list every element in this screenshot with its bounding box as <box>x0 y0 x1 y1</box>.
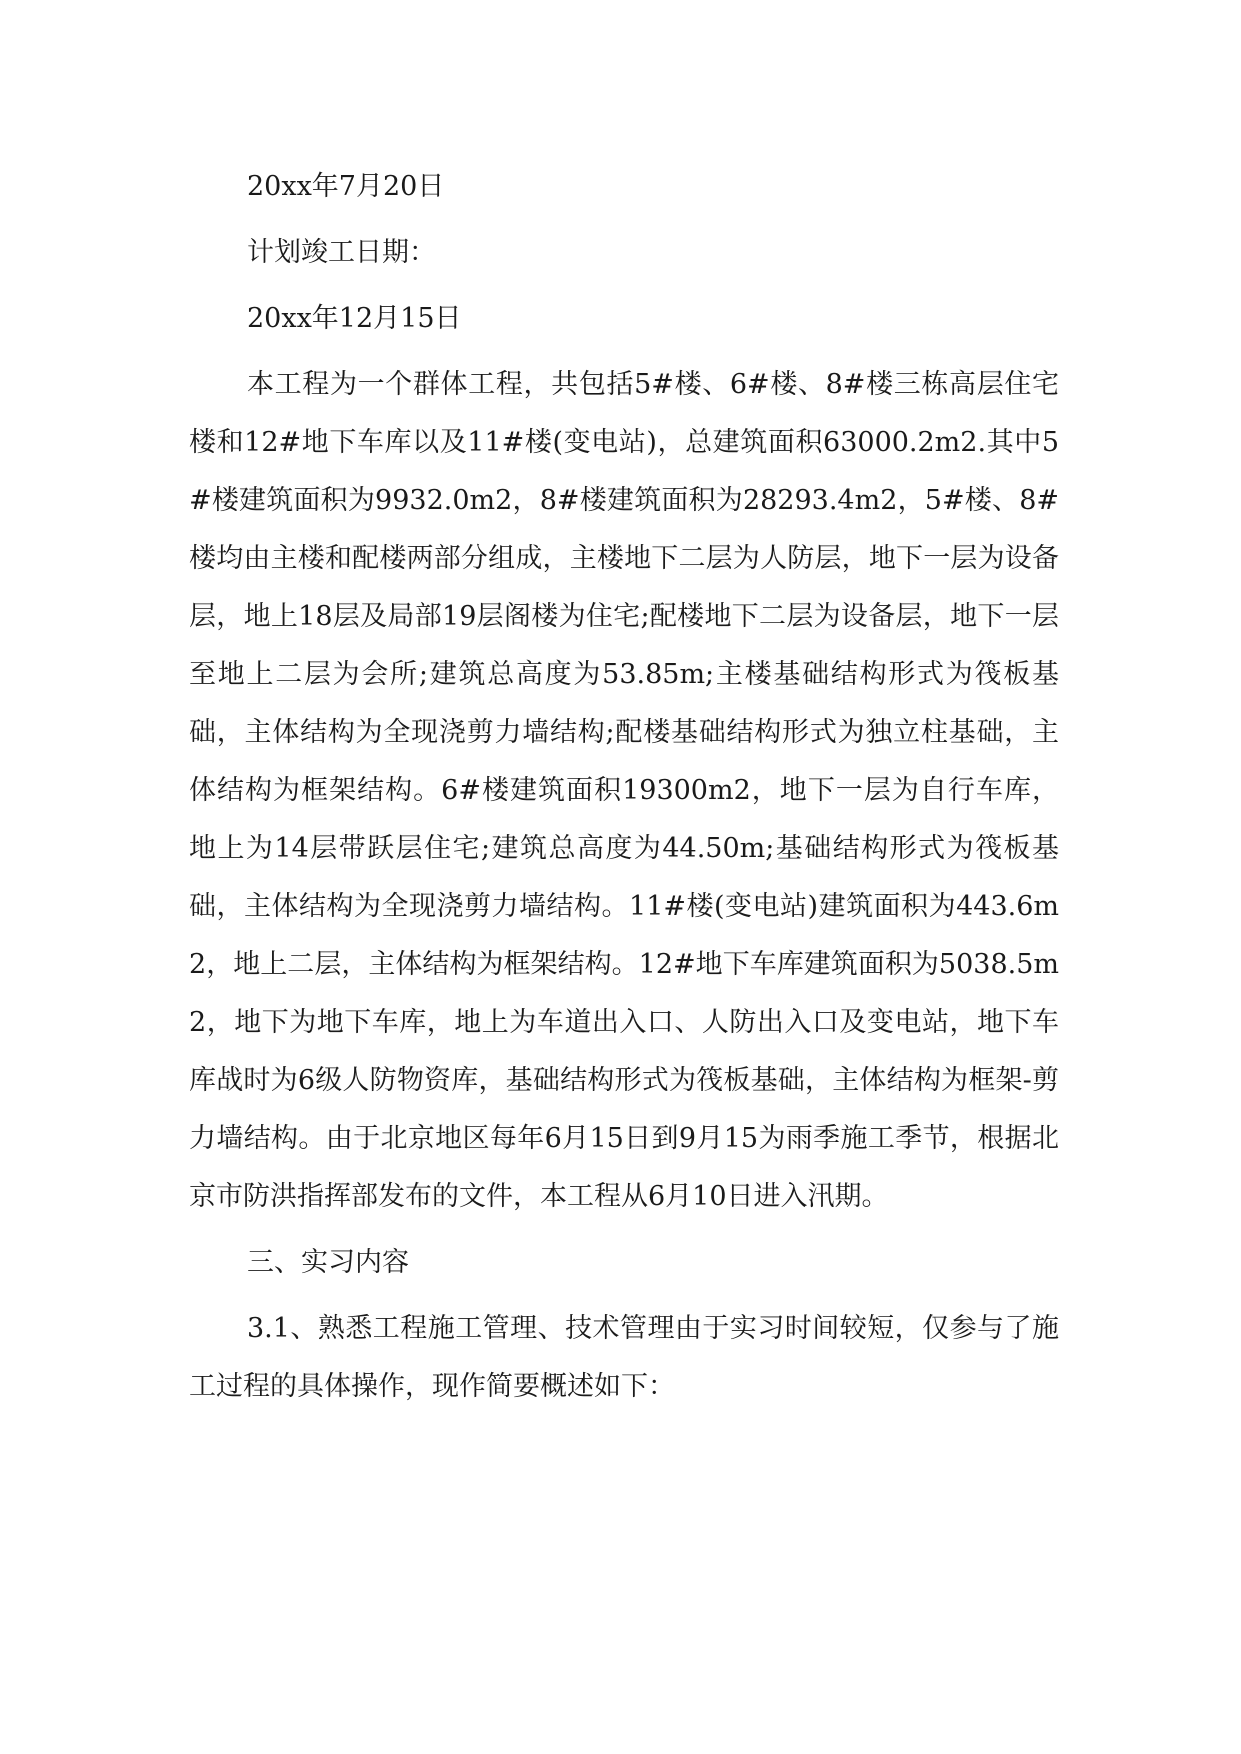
project-overview-paragraph: 本工程为一个群体工程，共包括5#楼、6#楼、8#楼三栋高层住宅楼和12#地下车库以及11#楼(变电站)，总建筑面积63000.2m2.其中5#楼建筑面积为9932.0m2，8#楼建筑面积为28293.4m2，5#楼、8#楼均由主楼和配楼两部分组成，主楼地下二层为人防层，地下一层为设备层，地上18层及局部19层阁楼为住宅;配楼地下二层为设备层，地下一层至地上二层为会所;建筑总高度为53.85m;主楼基础结构形式为筏板基础，主体结构为全现浇剪力墙结构;配楼基础结构形式为独立柱基础，主体结构为框架结构。6#楼建筑面积19300m2，地下一层为自行车库，地上为14层带跃层住宅;建筑总高度为44.50m;基础结构形式为筏板基础，主体结构为全现浇剪力墙结构。11#楼(变电站)建筑面积为443.6m2，地上二层，主体结构为框架结构。12#地下车库建筑面积为5038.5m2，地下为地下车库，地上为车道出入口、人防出入口及变电站，地下车库战时为6级人防物资库，基础结构形式为筏板基础，主体结构为框架-剪力墙结构。由于北京地区每年6月15日到9月15为雨季施工季节，根据北京市防洪指挥部发布的文件，本工程从6月10日进入汛期。 <box>189 369 1059 1212</box>
section-heading: 三、实习内容 <box>247 1247 409 1278</box>
completion-date: 20xx年12月15日 <box>247 303 462 334</box>
completion-date-label: 计划竣工日期： <box>247 237 436 268</box>
document-body <box>189 158 1059 1424</box>
subsection-paragraph: 3.1、熟悉工程施工管理、技术管理由于实习时间较短，仅参与了施工过程的具体操作，现作简要概述如下： <box>189 1313 1059 1402</box>
start-date: 20xx年7月20日 <box>247 171 445 202</box>
